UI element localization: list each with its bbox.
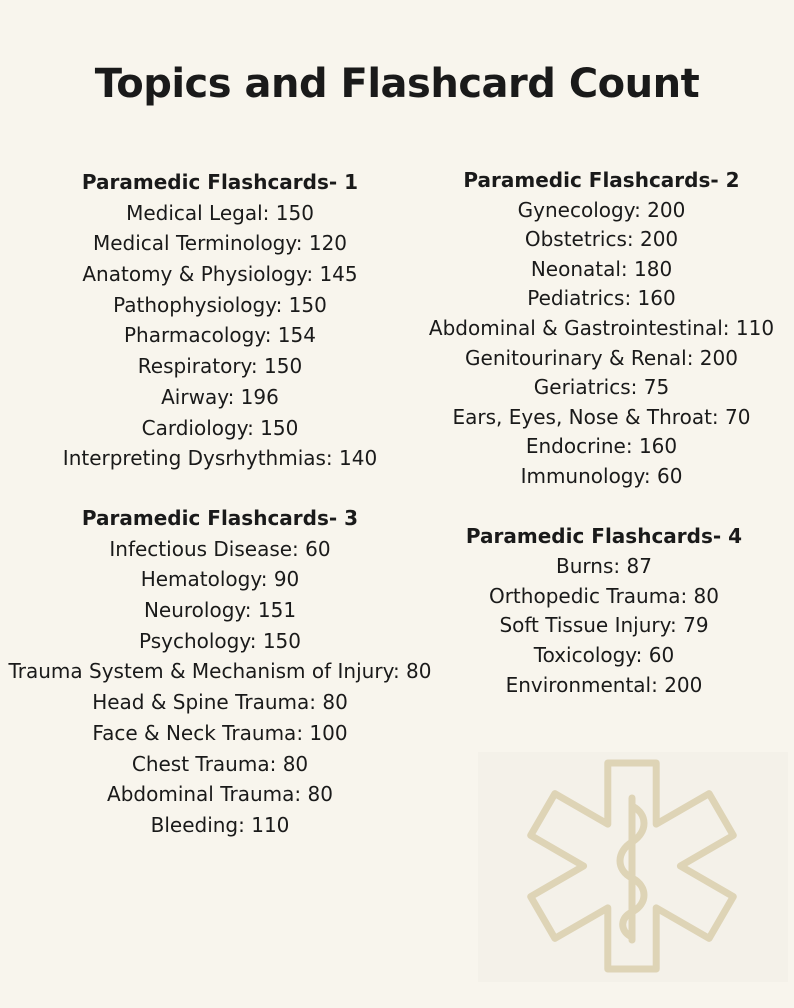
topic-item: Medical Terminology: 120	[92, 231, 348, 256]
topic-item: Genitourinary & Renal: 200	[465, 345, 738, 370]
section-flashcards-4	[409, 522, 794, 701]
topic-item: Pharmacology: 154	[124, 323, 316, 348]
topic-item: Interpreting Dysrhythmias: 140	[62, 446, 378, 471]
topic-item: Psychology: 150	[138, 628, 301, 653]
topic-list	[409, 552, 794, 701]
topic-item: Neurology: 151	[143, 598, 297, 623]
topic-item: Pediatrics: 160	[527, 286, 676, 311]
topic-item: Airway: 196	[161, 384, 279, 409]
topic-item: Soft Tissue Injury: 79	[499, 613, 709, 638]
star-of-life-icon	[524, 758, 740, 974]
section-flashcards-1	[0, 167, 440, 474]
topic-item: Pathophysiology: 150	[113, 292, 327, 317]
topic-item: Neonatal: 180	[530, 256, 673, 281]
section-flashcards-3	[0, 503, 440, 841]
section-heading: Paramedic Flashcards- 1	[81, 170, 359, 194]
topic-item: Abdominal Trauma: 80	[107, 782, 333, 807]
topic-item: Toxicology: 60	[533, 643, 675, 668]
topic-list	[0, 534, 440, 841]
topic-list	[0, 198, 440, 474]
topic-item: Bleeding: 110	[150, 812, 290, 837]
topic-item: Endocrine: 160	[525, 434, 678, 459]
topic-item: Ears, Eyes, Nose & Throat: 70	[452, 404, 751, 429]
topic-item: Burns: 87	[556, 553, 652, 578]
section-heading: Paramedic Flashcards- 4	[465, 524, 743, 548]
topic-item: Geriatrics: 75	[533, 375, 670, 400]
topic-item: Cardiology: 150	[141, 415, 299, 440]
topic-item: Infectious Disease: 60	[109, 536, 331, 561]
topic-item: Face & Neck Trauma: 100	[92, 720, 348, 745]
topic-item: Hematology: 90	[140, 567, 300, 592]
topic-item: Chest Trauma: 80	[131, 751, 309, 776]
section-heading: Paramedic Flashcards- 3	[81, 506, 359, 530]
topic-item: Orthopedic Trauma: 80	[488, 583, 720, 608]
section-flashcards-2	[409, 166, 794, 492]
topic-item: Immunology: 60	[520, 463, 683, 488]
page-title: Topics and Flashcard Count	[94, 61, 700, 107]
topic-item: Respiratory: 150	[137, 354, 303, 379]
topic-item: Gynecology: 200	[517, 197, 686, 222]
topic-item: Head & Spine Trauma: 80	[92, 690, 348, 715]
topic-item: Medical Legal: 150	[126, 200, 314, 225]
topic-item: Abdominal & Gastrointestinal: 110	[428, 315, 775, 340]
topic-item: Trauma System & Mechanism of Injury: 80	[8, 659, 432, 684]
topic-item: Anatomy & Physiology: 145	[82, 262, 358, 287]
topic-item: Environmental: 200	[505, 672, 703, 697]
topic-list	[409, 196, 794, 492]
section-heading: Paramedic Flashcards- 2	[463, 168, 740, 192]
topic-item: Obstetrics: 200	[524, 227, 679, 252]
